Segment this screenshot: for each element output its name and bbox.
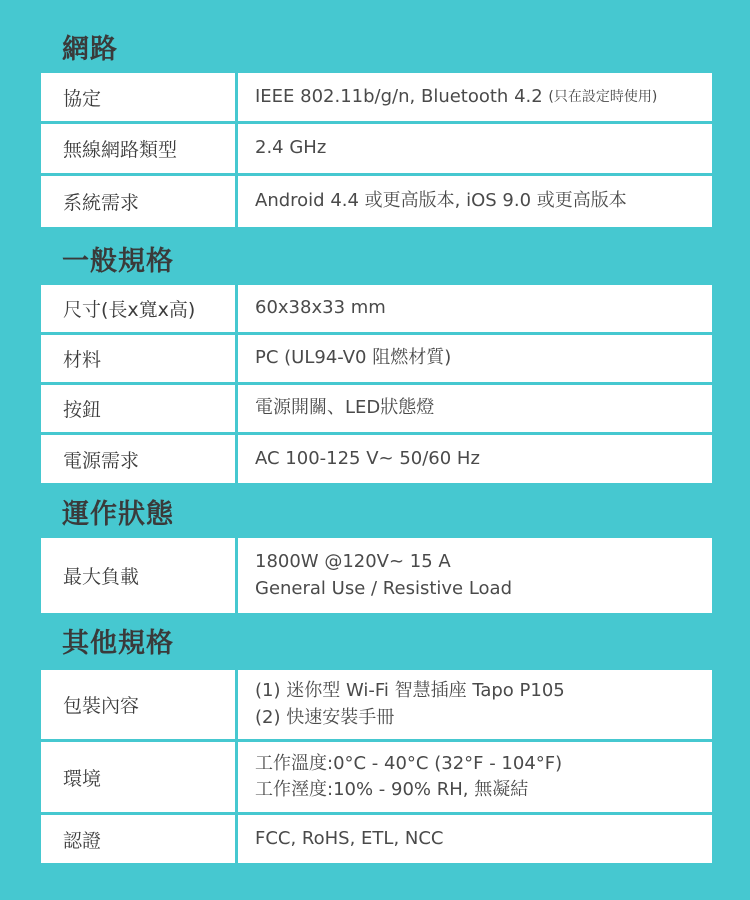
spec-value-line: (2) 快速安裝手冊: [255, 706, 395, 728]
spec-label: 電源需求: [41, 435, 235, 483]
spec-value-line: 工作溫度:0°C - 40°C (32°F - 104°F): [255, 752, 563, 774]
other-spec-table: [41, 670, 712, 863]
table-row: [41, 124, 712, 173]
spec-label: 材料: [41, 335, 235, 382]
table-row: [41, 73, 712, 121]
spec-value: FCC, RoHS, ETL, NCC: [238, 815, 712, 863]
operating-spec-table: [41, 538, 712, 613]
section-title-other-specs: 其他規格: [62, 628, 174, 659]
spec-label: 包裝內容: [41, 670, 235, 739]
section-title-network: 網路: [62, 34, 118, 65]
spec-value: 2.4 GHz: [238, 124, 712, 173]
table-row: [41, 385, 712, 432]
spec-value: 60x38x33 mm: [238, 285, 712, 332]
spec-label: 協定: [41, 73, 235, 121]
spec-value: PC (UL94-V0 阻燃材質): [238, 335, 712, 382]
spec-value-line: (1) 迷你型 Wi-Fi 智慧插座 Tapo P105: [255, 680, 565, 702]
table-row: [41, 815, 712, 863]
spec-value-line: 1800W @120V~ 15 A: [255, 551, 451, 573]
spec-value-line: General Use / Resistive Load: [255, 577, 513, 599]
spec-label: 最大負載: [41, 538, 235, 613]
section-title-operating-status: 運作狀態: [62, 499, 174, 530]
table-row: [41, 285, 712, 332]
table-row: [41, 335, 712, 382]
spec-label: 系統需求: [41, 176, 235, 227]
spec-label: 尺寸(長x寬x高): [41, 285, 235, 332]
table-row: [41, 538, 712, 613]
spec-value: [238, 742, 712, 812]
spec-value: Android 4.4 或更高版本, iOS 9.0 或更高版本: [238, 176, 712, 227]
spec-value-main: IEEE 802.11b/g/n, Bluetooth 4.2: [255, 85, 549, 107]
spec-value: [238, 670, 712, 739]
spec-value-line: 工作溼度:10% - 90% RH, 無凝結: [255, 779, 529, 800]
section-title-general-specs: 一般規格: [62, 246, 174, 277]
table-row: [41, 435, 712, 483]
spec-label: 無線網路類型: [41, 124, 235, 173]
spec-label: 按鈕: [41, 385, 235, 432]
spec-value: 電源開關、LED狀態燈: [238, 385, 712, 432]
spec-value-note: (只在設定時使用): [548, 88, 658, 105]
table-row: [41, 742, 712, 812]
table-row: [41, 670, 712, 739]
general-spec-table: [41, 285, 712, 483]
network-spec-table: [41, 73, 712, 227]
spec-label: 環境: [41, 742, 235, 812]
spec-label: 認證: [41, 815, 235, 863]
table-row: [41, 176, 712, 227]
spec-value: [238, 538, 712, 613]
spec-value: AC 100-125 V~ 50/60 Hz: [238, 435, 712, 483]
spec-value: [238, 73, 712, 121]
